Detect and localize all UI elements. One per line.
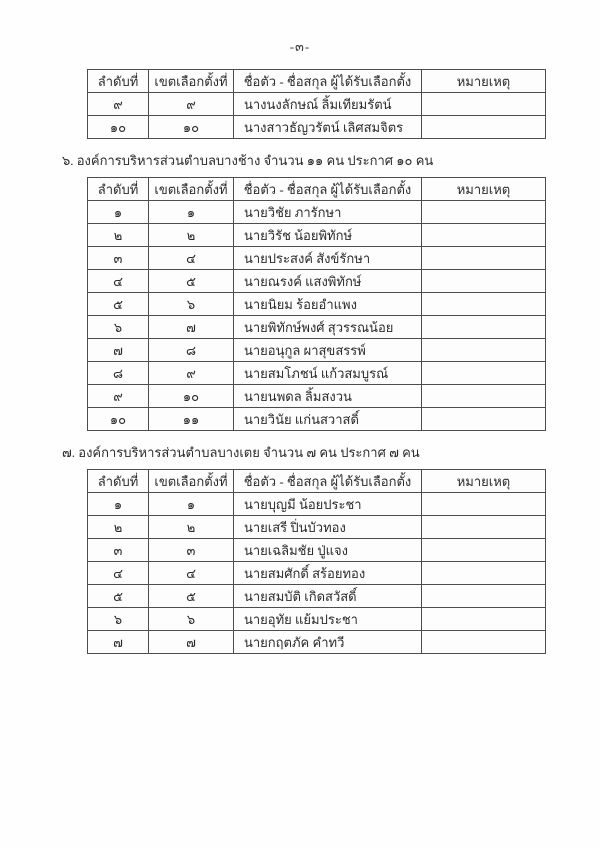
cell-name: นายสมศักดิ์ สร้อยทอง [234,562,422,585]
table-row [88,585,546,608]
cell-remark [422,339,546,362]
cell-remark [422,539,546,562]
cell-remark [422,247,546,270]
header-name: ชื่อตัว - ชื่อสกุล ผู้ได้รับเลือกตั้ง [234,470,422,493]
cell-order: ๑๐ [88,408,149,431]
cell-order: ๕ [88,585,149,608]
table-row [88,247,546,270]
header-order: ลำดับที่ [88,178,149,201]
cell-district: ๑๐ [149,385,234,408]
cell-name: นายนิยม ร้อยอำแพง [234,293,422,316]
cell-order: ๑ [88,201,149,224]
table-row [88,362,546,385]
table-row [88,201,546,224]
cell-district: ๑๑ [149,408,234,431]
page-number: -๓- [289,39,311,54]
cell-name: นายวินัย แก่นสวาสดิ์ [234,408,422,431]
cell-order: ๗ [88,339,149,362]
cell-remark [422,493,546,516]
section-heading: ๖. องค์การบริหารส่วนตำบลบางช้าง จำนวน ๑๑ คน ประกาศ ๑๐ คน [62,153,434,168]
cell-district: ๗ [149,631,234,654]
header-district: เขตเลือกตั้งที่ [149,178,234,201]
header-order: ลำดับที่ [88,70,149,93]
cell-remark [422,316,546,339]
cell-order: ๖ [88,608,149,631]
cell-name: นายอนุกูล ผาสุขสรรพ์ [234,339,422,362]
cell-name: นายสมโภชน์ แก้วสมบูรณ์ [234,362,422,385]
table-row [88,293,546,316]
header-remark: หมายเหตุ [422,70,546,93]
cell-order: ๖ [88,316,149,339]
header-name: ชื่อตัว - ชื่อสกุล ผู้ได้รับเลือกตั้ง [234,70,422,93]
table-row [88,516,546,539]
cell-district: ๑ [149,201,234,224]
table-row [88,562,546,585]
table-row [88,270,546,293]
cell-order: ๑๐ [88,116,149,139]
sections-container [0,69,600,654]
cell-remark [422,385,546,408]
cell-name: นายวิรัช น้อยพิทักษ์ [234,224,422,247]
table-header-row [88,178,546,201]
header-remark: หมายเหตุ [422,470,546,493]
cell-order: ๙ [88,385,149,408]
cell-name: นายณรงค์ แสงพิทักษ์ [234,270,422,293]
election-section [0,442,600,654]
table-header-row [88,470,546,493]
cell-district: ๓ [149,539,234,562]
cell-order: ๘ [88,362,149,385]
table-row [88,608,546,631]
cell-district: ๑๐ [149,116,234,139]
cell-district: ๔ [149,247,234,270]
cell-remark [422,270,546,293]
cell-name: นายเฉลิมชัย ปู่แจง [234,539,422,562]
table-row [88,408,546,431]
cell-order: ๗ [88,631,149,654]
cell-remark [422,608,546,631]
cell-remark [422,631,546,654]
table-row [88,539,546,562]
cell-name: นายอุทัย แย้มประชา [234,608,422,631]
cell-name: นายนพดล ลิ้มสงวน [234,385,422,408]
header-district: เขตเลือกตั้งที่ [149,70,234,93]
section-heading: ๗. องค์การบริหารส่วนตำบลบางเตย จำนวน ๗ คน ประกาศ ๗ คน [62,445,420,460]
cell-remark [422,562,546,585]
cell-district: ๒ [149,516,234,539]
table-row [88,224,546,247]
cell-remark [422,293,546,316]
cell-remark [422,516,546,539]
cell-name: นายพิทักษ์พงศ์ สุวรรณน้อย [234,316,422,339]
cell-district: ๒ [149,224,234,247]
cell-name: นายประสงค์ สังข์รักษา [234,247,422,270]
header-remark: หมายเหตุ [422,178,546,201]
election-section [0,69,600,139]
cell-remark [422,116,546,139]
cell-name: นายกฤตภัค คำทวี [234,631,422,654]
results-table [87,469,546,654]
cell-remark [422,362,546,385]
cell-district: ๙ [149,362,234,385]
cell-name: นายสมบัติ เกิดสวัสดิ์ [234,585,422,608]
table-row [88,93,546,116]
cell-remark [422,585,546,608]
header-district: เขตเลือกตั้งที่ [149,470,234,493]
cell-remark [422,408,546,431]
cell-order: ๕ [88,293,149,316]
cell-order: ๑ [88,493,149,516]
table-row [88,339,546,362]
table-row [88,385,546,408]
results-table [87,177,546,431]
cell-remark [422,224,546,247]
cell-remark [422,93,546,116]
cell-name: นางนงลักษณ์ ลิ้มเทียมรัตน์ [234,93,422,116]
cell-order: ๓ [88,247,149,270]
cell-name: นางสาวธัญวรัตน์ เลิศสมจิตร [234,116,422,139]
cell-order: ๓ [88,539,149,562]
table-row [88,316,546,339]
cell-district: ๗ [149,316,234,339]
cell-order: ๙ [88,93,149,116]
cell-district: ๔ [149,562,234,585]
cell-district: ๖ [149,293,234,316]
table-row [88,631,546,654]
cell-order: ๒ [88,516,149,539]
cell-district: ๘ [149,339,234,362]
header-order: ลำดับที่ [88,470,149,493]
cell-district: ๖ [149,608,234,631]
header-name: ชื่อตัว - ชื่อสกุล ผู้ได้รับเลือกตั้ง [234,178,422,201]
cell-district: ๕ [149,585,234,608]
cell-district: ๑ [149,493,234,516]
cell-name: นายบุญมี น้อยประชา [234,493,422,516]
cell-remark [422,201,546,224]
cell-district: ๙ [149,93,234,116]
cell-name: นายวิชัย ภารักษา [234,201,422,224]
cell-name: นายเสรี ปิ่นบัวทอง [234,516,422,539]
election-section [0,150,600,431]
cell-order: ๔ [88,270,149,293]
cell-order: ๔ [88,562,149,585]
table-header-row [88,70,546,93]
cell-district: ๕ [149,270,234,293]
results-table [87,69,546,139]
table-row [88,116,546,139]
cell-order: ๒ [88,224,149,247]
table-row [88,493,546,516]
